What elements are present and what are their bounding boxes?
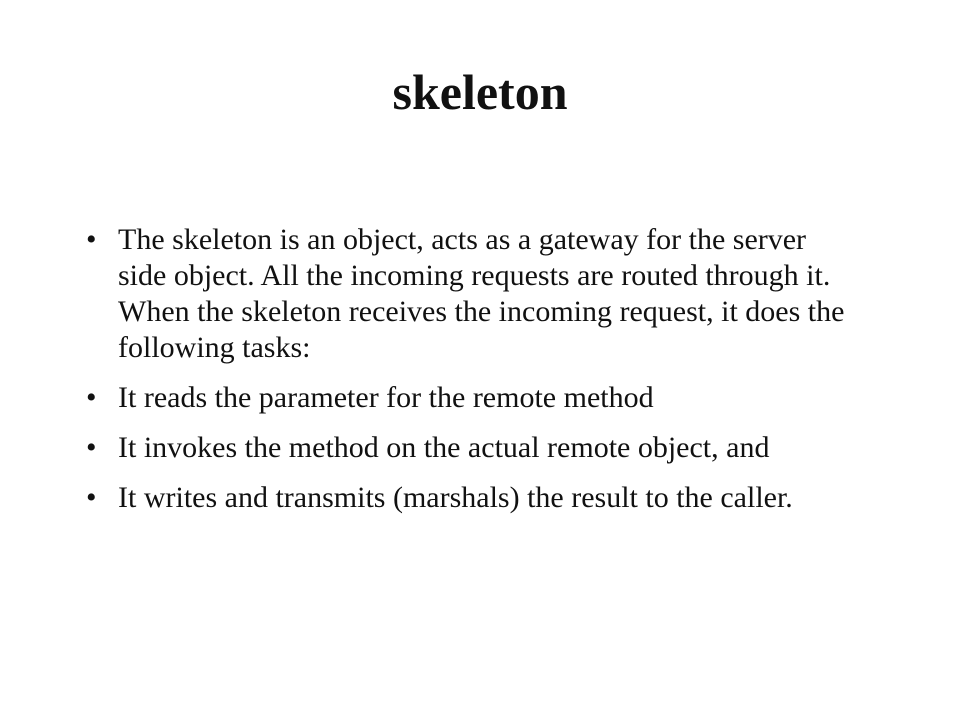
bullet-marker: • (86, 481, 97, 514)
bullet-list (78, 222, 858, 530)
slide-title: skeleton (392, 64, 568, 120)
bullet-marker: • (86, 381, 97, 414)
bullet-text: It invokes the method on the actual remote object, and (118, 431, 770, 464)
bullet-text: The skeleton is an object, acts as a gateway for the server side object. All the incoming requests are routed through it. When the skeleton receives the incoming request, it does the following tasks: (118, 223, 845, 364)
bullet-marker: • (86, 431, 97, 464)
bullet-text: It reads the parameter for the remote method (118, 381, 654, 414)
bullet-item (78, 430, 858, 466)
bullet-item (78, 222, 858, 366)
bullet-item (78, 480, 858, 516)
bullet-item (78, 380, 858, 416)
bullet-text: It writes and transmits (marshals) the result to the caller. (118, 481, 793, 514)
bullet-marker: • (86, 223, 97, 256)
